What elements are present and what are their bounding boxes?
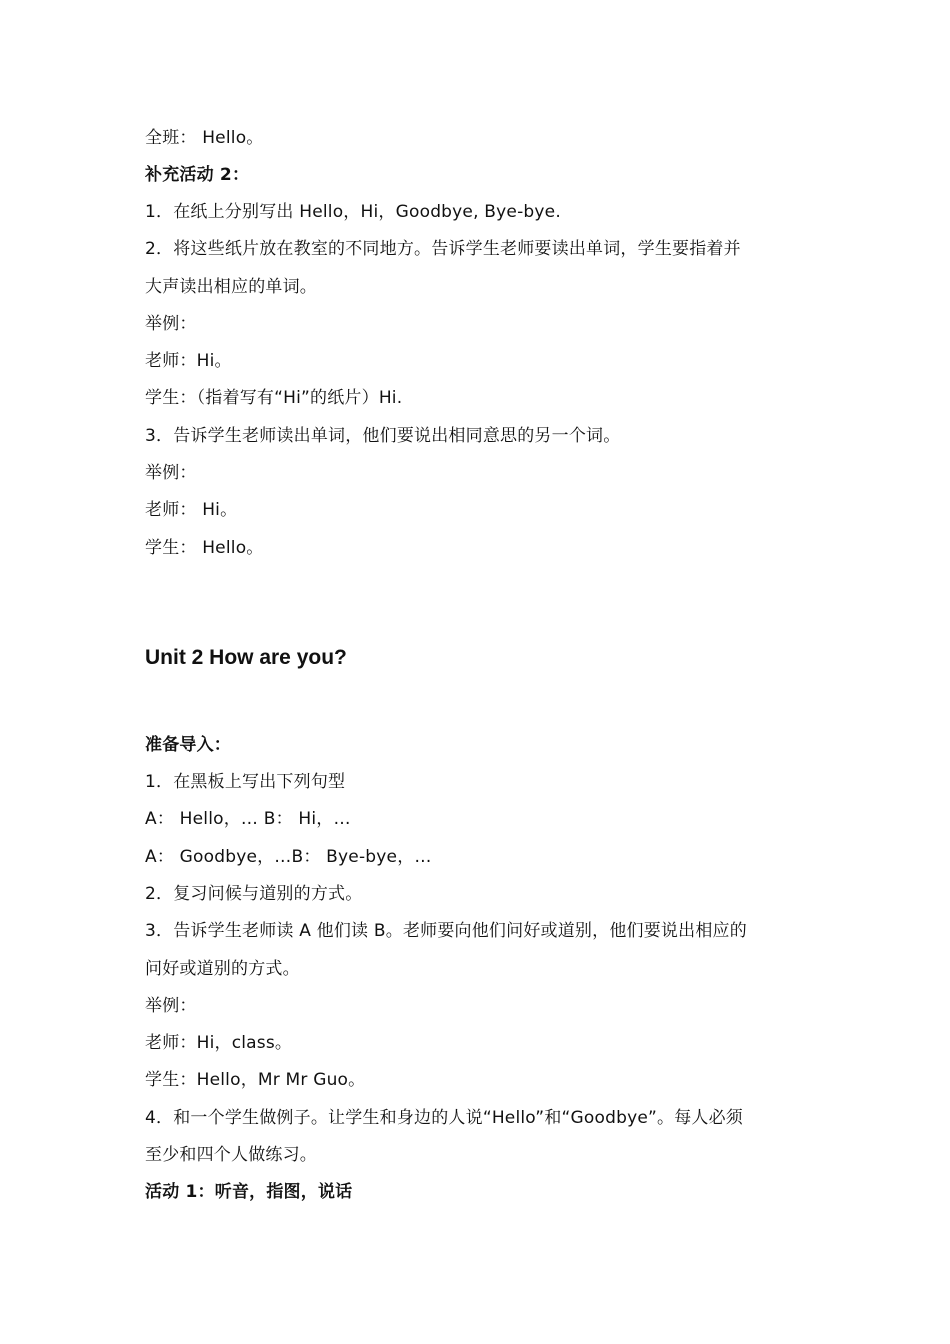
text-line: 老师：Hi。 [145, 351, 232, 371]
text-line: 举例： [145, 996, 197, 1016]
text-line: 学生：Hello，Mr Mr Guo。 [145, 1070, 366, 1090]
text-line: 全班： Hello。 [145, 128, 264, 148]
section-heading: 补充活动 2： [145, 165, 250, 185]
text-line: 1．在黑板上写出下列句型 [145, 772, 346, 792]
text-line: 1．在纸上分别写出 Hello，Hi，Goodbye, Bye-bye. [145, 202, 561, 222]
text-line: 2．将这些纸片放在教室的不同地方。告诉学生老师要读出单词，学生要指着并 [145, 239, 741, 259]
section-heading: 活动 1：听音，指图，说话 [145, 1182, 353, 1202]
text-line: 问好或道别的方式。 [145, 959, 300, 979]
text-line: 举例： [145, 463, 197, 483]
text-line: 老师： Hi。 [145, 500, 238, 520]
text-line: 2．复习问候与道别的方式。 [145, 884, 363, 904]
text-line: 学生：（指着写有“Hi”的纸片）Hi. [145, 388, 403, 408]
text-line: 至少和四个人做练习。 [145, 1145, 317, 1165]
section-heading: 准备导入： [145, 735, 231, 755]
text-line: 大声读出相应的单词。 [145, 277, 317, 297]
text-line: 学生： Hello。 [145, 538, 264, 558]
text-line: A： Hello，… B： Hi，… [145, 809, 351, 829]
text-line: 3．告诉学生老师读出单词，他们要说出相同意思的另一个词。 [145, 426, 621, 446]
unit-title: Unit 2 How are you? [145, 646, 347, 669]
text-line: 老师：Hi，class。 [145, 1033, 293, 1053]
text-line: 举例： [145, 314, 197, 334]
text-line: A： Goodbye，…B： Bye-bye，… [145, 847, 432, 867]
text-line: 4．和一个学生做例子。让学生和身边的人说“Hello”和“Goodbye”。每人必须 [145, 1108, 744, 1128]
text-line: 3．告诉学生老师读 A 他们读 B。老师要向他们问好或道别，他们要说出相应的 [145, 921, 747, 941]
